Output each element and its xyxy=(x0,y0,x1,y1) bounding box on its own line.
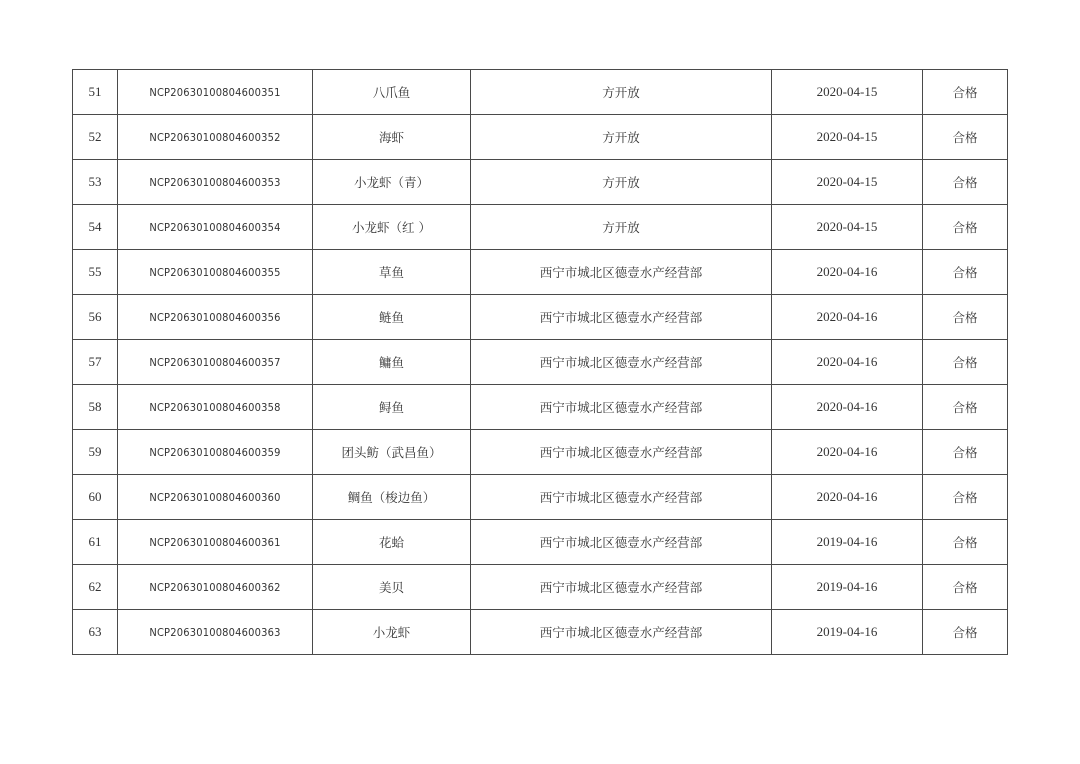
sampling-date-cell: 2019-04-16 xyxy=(772,565,923,610)
sample-code-cell: NCP20630100804600360 xyxy=(118,475,313,520)
table-row xyxy=(73,250,1008,295)
sample-name-cell: 美贝 xyxy=(313,565,471,610)
sampling-date-cell: 2020-04-15 xyxy=(772,115,923,160)
result-cell: 合格 xyxy=(923,340,1008,385)
sampling-date-cell: 2019-04-16 xyxy=(772,520,923,565)
sampling-date-cell: 2019-04-16 xyxy=(772,610,923,655)
table-row xyxy=(73,475,1008,520)
table-row xyxy=(73,430,1008,475)
sample-code-cell: NCP20630100804600357 xyxy=(118,340,313,385)
table-row xyxy=(73,385,1008,430)
row-number-cell: 59 xyxy=(73,430,118,475)
row-number-cell: 52 xyxy=(73,115,118,160)
sample-code-cell: NCP20630100804600359 xyxy=(118,430,313,475)
inspection-results-table xyxy=(72,69,1008,655)
row-number-cell: 54 xyxy=(73,205,118,250)
sample-name-cell: 花蛤 xyxy=(313,520,471,565)
row-number-cell: 62 xyxy=(73,565,118,610)
seller-cell: 西宁市城北区德壹水产经营部 xyxy=(471,475,772,520)
result-cell: 合格 xyxy=(923,70,1008,115)
result-cell: 合格 xyxy=(923,250,1008,295)
sample-code-cell: NCP20630100804600353 xyxy=(118,160,313,205)
table-body xyxy=(73,70,1008,655)
result-cell: 合格 xyxy=(923,565,1008,610)
row-number-cell: 56 xyxy=(73,295,118,340)
sample-name-cell: 鲢鱼 xyxy=(313,295,471,340)
seller-cell: 西宁市城北区德壹水产经营部 xyxy=(471,295,772,340)
sample-name-cell: 小龙虾（青） xyxy=(313,160,471,205)
result-cell: 合格 xyxy=(923,475,1008,520)
sample-name-cell: 海虾 xyxy=(313,115,471,160)
result-cell: 合格 xyxy=(923,295,1008,340)
result-cell: 合格 xyxy=(923,520,1008,565)
seller-cell: 西宁市城北区德壹水产经营部 xyxy=(471,340,772,385)
seller-cell: 西宁市城北区德壹水产经营部 xyxy=(471,520,772,565)
sample-code-cell: NCP20630100804600354 xyxy=(118,205,313,250)
seller-cell: 西宁市城北区德壹水产经营部 xyxy=(471,610,772,655)
table-row xyxy=(73,160,1008,205)
sample-name-cell: 小龙虾 xyxy=(313,610,471,655)
sample-name-cell: 鲟鱼 xyxy=(313,385,471,430)
table-row xyxy=(73,520,1008,565)
sample-code-cell: NCP20630100804600362 xyxy=(118,565,313,610)
result-cell: 合格 xyxy=(923,160,1008,205)
sample-code-cell: NCP20630100804600352 xyxy=(118,115,313,160)
sampling-date-cell: 2020-04-15 xyxy=(772,160,923,205)
sample-code-cell: NCP20630100804600361 xyxy=(118,520,313,565)
table-row xyxy=(73,610,1008,655)
table-row xyxy=(73,205,1008,250)
sample-code-cell: NCP20630100804600356 xyxy=(118,295,313,340)
seller-cell: 方开放 xyxy=(471,205,772,250)
table-row xyxy=(73,70,1008,115)
table-row xyxy=(73,115,1008,160)
table-row xyxy=(73,340,1008,385)
row-number-cell: 51 xyxy=(73,70,118,115)
result-cell: 合格 xyxy=(923,610,1008,655)
seller-cell: 方开放 xyxy=(471,160,772,205)
sample-name-cell: 八爪鱼 xyxy=(313,70,471,115)
seller-cell: 方开放 xyxy=(471,70,772,115)
sample-code-cell: NCP20630100804600351 xyxy=(118,70,313,115)
sampling-date-cell: 2020-04-16 xyxy=(772,250,923,295)
row-number-cell: 58 xyxy=(73,385,118,430)
table-row xyxy=(73,295,1008,340)
sample-code-cell: NCP20630100804600358 xyxy=(118,385,313,430)
sample-name-cell: 鳙鱼 xyxy=(313,340,471,385)
sampling-date-cell: 2020-04-15 xyxy=(772,205,923,250)
sample-name-cell: 小龙虾（红 ） xyxy=(313,205,471,250)
sampling-date-cell: 2020-04-16 xyxy=(772,430,923,475)
table-row xyxy=(73,565,1008,610)
sample-name-cell: 团头鲂（武昌鱼） xyxy=(313,430,471,475)
sample-code-cell: NCP20630100804600363 xyxy=(118,610,313,655)
sample-name-cell: 草鱼 xyxy=(313,250,471,295)
seller-cell: 西宁市城北区德壹水产经营部 xyxy=(471,250,772,295)
sampling-date-cell: 2020-04-16 xyxy=(772,475,923,520)
sampling-date-cell: 2020-04-16 xyxy=(772,385,923,430)
sample-name-cell: 鲷鱼（梭边鱼） xyxy=(313,475,471,520)
row-number-cell: 60 xyxy=(73,475,118,520)
result-cell: 合格 xyxy=(923,205,1008,250)
seller-cell: 方开放 xyxy=(471,115,772,160)
row-number-cell: 53 xyxy=(73,160,118,205)
sampling-date-cell: 2020-04-15 xyxy=(772,70,923,115)
sampling-date-cell: 2020-04-16 xyxy=(772,340,923,385)
sample-code-cell: NCP20630100804600355 xyxy=(118,250,313,295)
row-number-cell: 61 xyxy=(73,520,118,565)
seller-cell: 西宁市城北区德壹水产经营部 xyxy=(471,565,772,610)
row-number-cell: 63 xyxy=(73,610,118,655)
row-number-cell: 55 xyxy=(73,250,118,295)
result-cell: 合格 xyxy=(923,430,1008,475)
seller-cell: 西宁市城北区德壹水产经营部 xyxy=(471,430,772,475)
result-cell: 合格 xyxy=(923,115,1008,160)
sampling-date-cell: 2020-04-16 xyxy=(772,295,923,340)
seller-cell: 西宁市城北区德壹水产经营部 xyxy=(471,385,772,430)
result-cell: 合格 xyxy=(923,385,1008,430)
row-number-cell: 57 xyxy=(73,340,118,385)
